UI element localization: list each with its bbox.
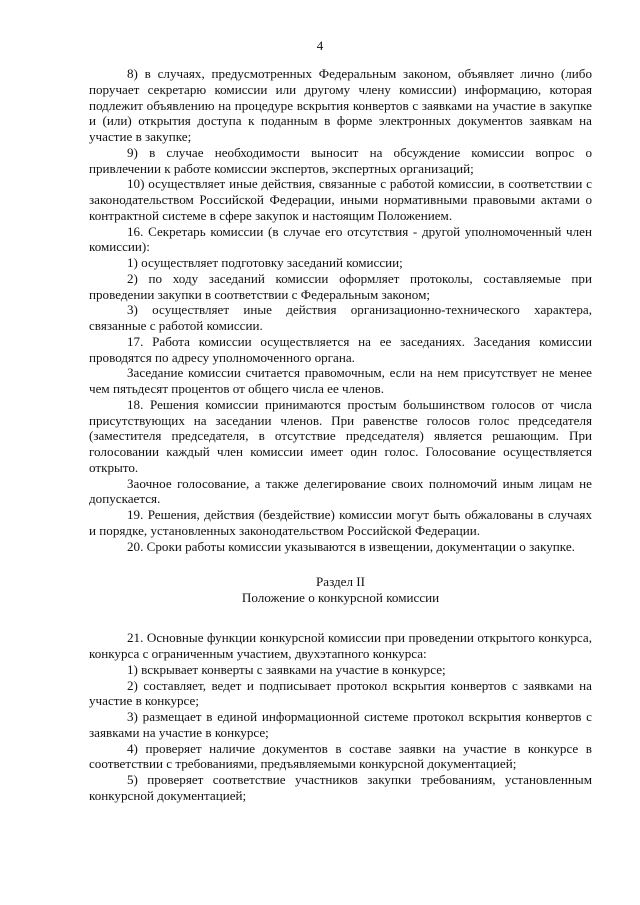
section-header <box>89 574 592 606</box>
paragraph-21-3: 3) размещает в единой информационной системе протокол вскрытия конвертов с заявками на участие в конкурсе; <box>89 709 592 740</box>
paragraph-16: 16. Секретарь комиссии (в случае его отсутствия - другой уполномоченный член комиссии): <box>89 223 592 255</box>
paragraph-21-1: 1) вскрывает конверты с заявками на участие в конкурсе; <box>127 661 446 677</box>
paragraph-20: 20. Сроки работы комиссии указываются в извещении, документации о закупке. <box>127 538 575 554</box>
paragraph-10: 10) осуществляет иные действия, связанные с работой комиссии, в соответствии с законодательством Российской Федерации, иными нормативными правовыми актами о контрактной системе в сфере закупок и настоящим Положением. <box>89 176 592 223</box>
paragraph-21-2: 2) составляет, ведет и подписывает протокол вскрытия конвертов с заявками на участие в конкурсе; <box>89 677 592 709</box>
paragraph-16-3: 3) осуществляет иные действия организационно-технического характера, связанные с работой комиссии. <box>89 302 592 333</box>
paragraph-9: 9) в случае необходимости выносит на обсуждение комиссии вопрос о привлечении к работе комиссии экспертов, экспертных организаций; <box>89 144 592 176</box>
paragraph-21-4: 4) проверяет наличие документов в составе заявки на участие в конкурсе в соответствии с требованиями, предъявляемыми конкурсной документацией; <box>89 740 592 772</box>
page-number: 4 <box>316 38 324 53</box>
paragraph-19: 19. Решения, действия (бездействие) комиссии могут быть обжалованы в случаях и порядке, установленных законодательством Российской Федерации. <box>89 507 592 538</box>
paragraph-21-5: 5) проверяет соответствие участников закупки требованиям, установленным конкурсной документацией; <box>89 772 592 803</box>
paragraph-8: 8) в случаях, предусмотренных Федеральным законом, объявляет лично (либо поручает секретарю комиссии или другому члену комиссии) информацию, которая подлежит объявлению на процедуре вскрытия конвертов с заявками на участие в закупке и (или) открытия доступа к поданным в форме электронных документов заявкам на участие в закупке; <box>89 66 592 144</box>
paragraph-17-quorum: Заседание комиссии считается правомочным, если на нем присутствует не менее чем пятьдесят процентов от общего числа ее членов. <box>89 365 592 396</box>
section-heading: Раздел II <box>315 574 366 590</box>
paragraph-16-1: 1) осуществляет подготовку заседаний комиссии; <box>127 255 403 270</box>
paragraph-18-absentee: Заочное голосование, а также делегирование своих полномочий иным лицам не допускается. <box>89 475 592 507</box>
paragraph-21: 21. Основные функции конкурсной комиссии при проведении открытого конкурса, конкурса с ограниченным участием, двухэтапного конкурса: <box>89 630 592 661</box>
paragraph-16-2: 2) по ходу заседаний комиссии оформляет протоколы, составляемые при проведении закупки в соответствии с Федеральным законом; <box>89 270 592 302</box>
paragraph-18: 18. Решения комиссии принимаются простым большинством голосов от числа присутствующих на заседании членов. При равенстве голосов голос председателя (заместителя председателя, в отсутствие председателя) является решающим. При голосовании каждый член комиссии имеет один голос. Голосование осуществляется открыто. <box>89 396 592 475</box>
document-body <box>89 66 592 804</box>
section-title: Положение о конкурсной комиссии <box>241 590 440 606</box>
paragraph-17: 17. Работа комиссии осуществляется на ее заседаниях. Заседания комиссии проводятся по адресу уполномоченного органа. <box>89 333 592 365</box>
